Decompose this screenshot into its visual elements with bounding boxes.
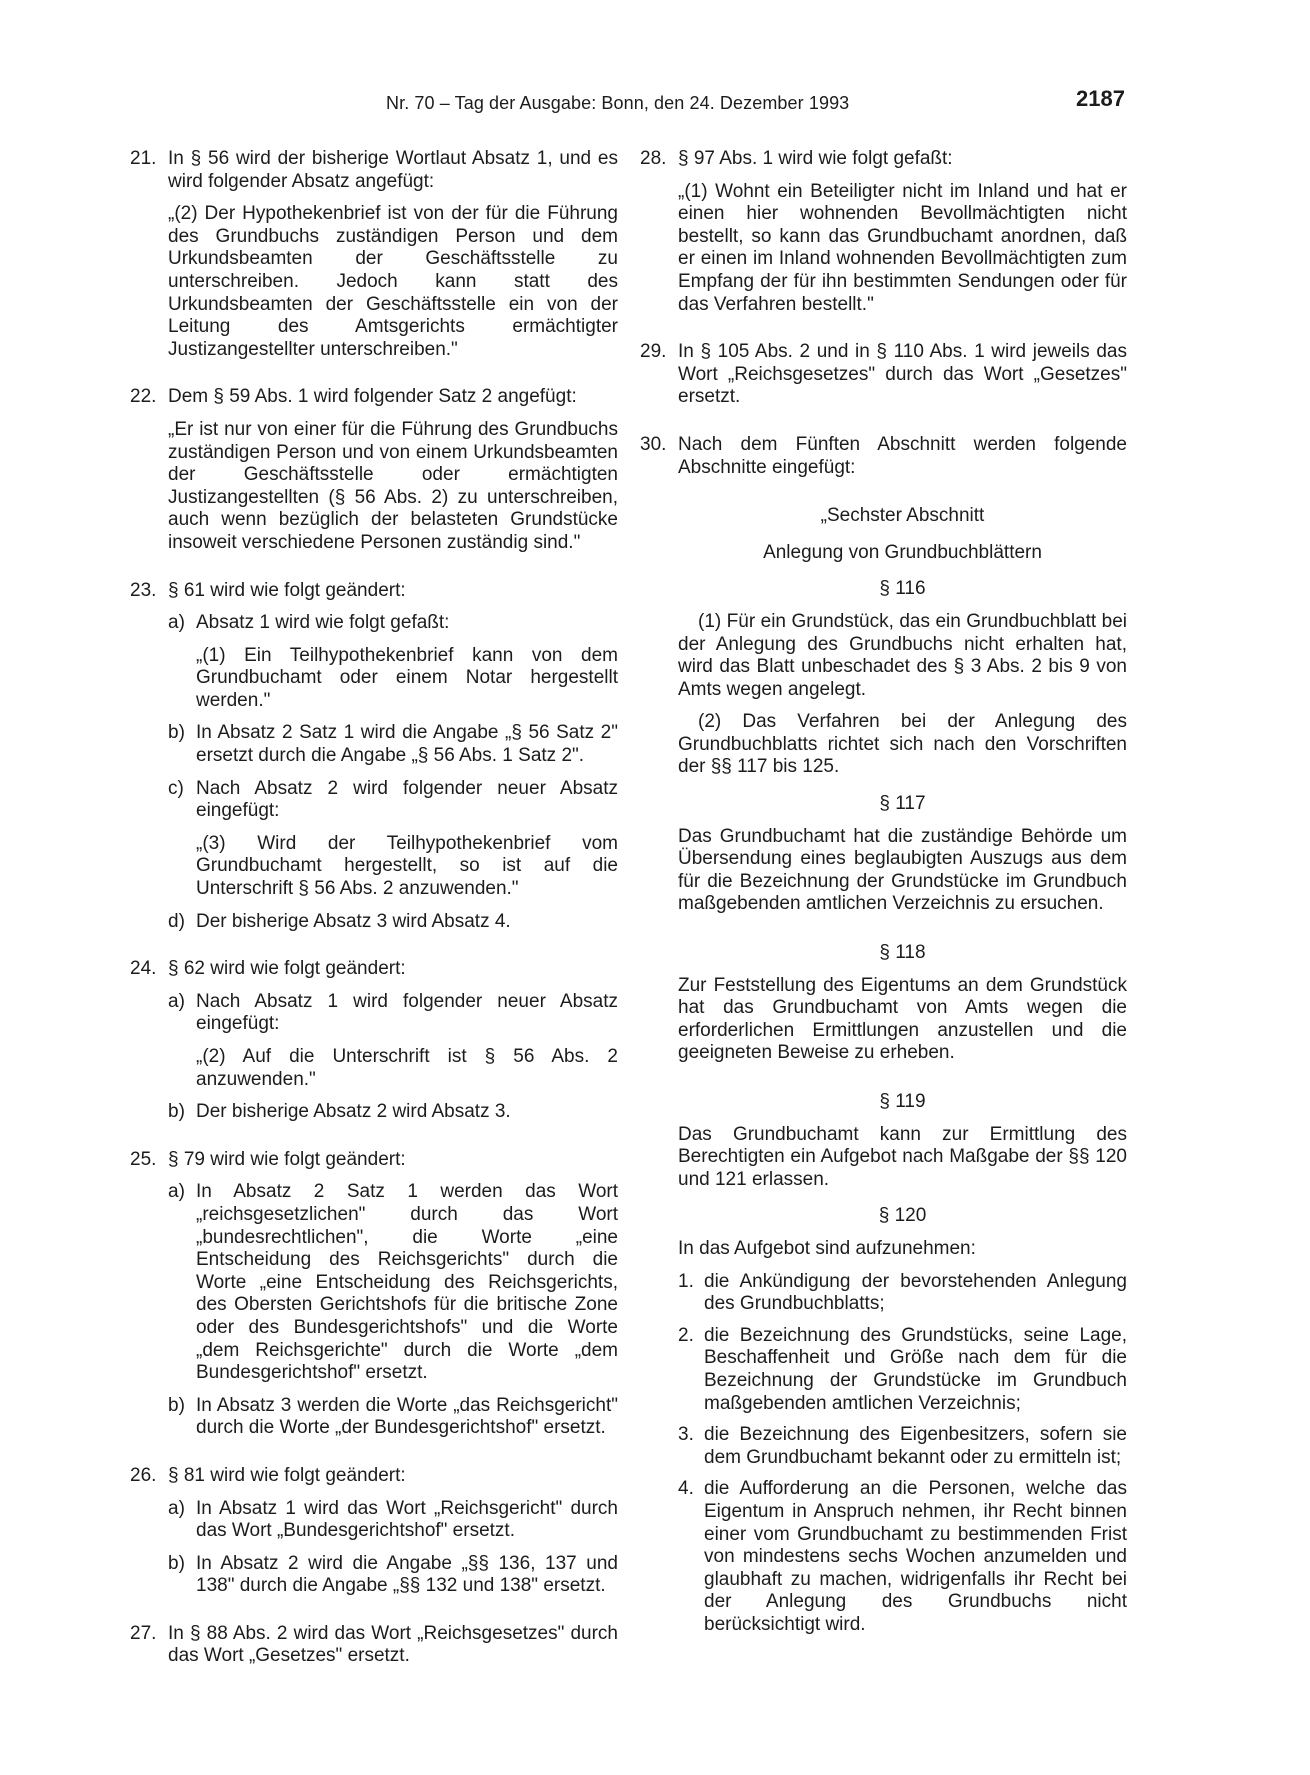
amendment-item-29	[640, 341, 1127, 409]
item-number: 24.	[130, 958, 157, 980]
sub-item-label: a)	[168, 1181, 185, 1203]
sub-item-label: a)	[168, 612, 185, 634]
paragraph-text: (1) Für ein Grundstück, das ein Grundbuchblatt bei der Anlegung des Grundbuchs nicht erhalten hat, wird das Blatt unbeschadet des § 3 Abs. 2 bis 9 von Amts wegen angelegt.	[678, 610, 1127, 700]
paragraph-text: Zur Feststellung des Eigentums an dem Grundstück hat das Grundbuchamt von Amts wegen die erforderlichen Ermittlungen anzustellen und die geeigneten Beweise zu erheben.	[678, 974, 1127, 1064]
amendment-item-28	[640, 148, 1127, 316]
sub-item-a	[168, 1498, 618, 1543]
list-item-number: 1.	[678, 1270, 694, 1292]
item-text: § 61 wird wie folgt geändert:	[168, 579, 406, 601]
list-item-text: die Aufforderung an die Personen, welche das Eigentum in Anspruch nehmen, ihr Recht binnen einer vom Grundbuchamt zu bestimmenden Frist von mindestens sechs Wochen anzumelden und glaubhaft zu machen, widrigenfalls ihr Recht bei der Anlegung des Grundbuchs nicht berücksichtigt wird.	[704, 1478, 1127, 1635]
paragraph-text: Das Grundbuchamt kann zur Ermittlung des Berechtigten ein Aufgebot nach Maßgabe der §§ 120 und 121 erlassen.	[678, 1123, 1127, 1190]
sub-item-text: In Absatz 2 Satz 1 wird die Angabe „§ 56 Satz 2" ersetzt durch die Angabe „§ 56 Abs. 1 Satz 2".	[196, 722, 618, 767]
list-item	[678, 1325, 1127, 1415]
item-number: 26.	[130, 1464, 157, 1486]
left-column	[130, 148, 618, 1693]
issue-line: Nr. 70 – Tag der Ausgabe: Bonn, den 24. Dezember 1993	[386, 93, 850, 113]
section-title: „Sechster Abschnitt	[820, 505, 985, 527]
sub-item-b	[168, 1553, 618, 1598]
sub-item-a	[168, 991, 618, 1091]
sub-item-label: b)	[168, 1394, 185, 1416]
list-item-text: die Bezeichnung des Eigenbesitzers, sofern sie dem Grundbuchamt bekannt oder zu ermitteln ist;	[704, 1424, 1127, 1468]
sub-item-label: b)	[168, 722, 185, 744]
right-column	[640, 148, 1127, 1661]
paragraph-heading-116: § 116	[879, 578, 926, 600]
sub-item-label: b)	[168, 1552, 185, 1574]
item-text: In § 88 Abs. 2 wird das Wort „Reichsgesetzes" durch das Wort „Gesetzes" ersetzt.	[168, 1622, 618, 1667]
item-number: 28.	[640, 148, 667, 169]
amendment-item-24	[130, 958, 618, 1124]
amendment-item-30	[640, 434, 1127, 1637]
paragraph-heading-117: § 117	[879, 793, 926, 815]
quoted-text: „(1) Ein Teilhypothekenbrief kann von dem Grundbuchamt oder einem Notar hergestellt werden."	[196, 644, 618, 711]
sub-item-text: In Absatz 3 werden die Worte „das Reichsgericht" durch die Worte „der Bundesgerichtshof" ersetzt.	[196, 1394, 618, 1439]
paragraph-text: Das Grundbuchamt hat die zuständige Behörde um Übersendung eines beglaubigten Auszugs aus dem für die Bezeichnung der Grundstücke im Grundbuch maßgebenden amtlichen Verzeichnis zu ersuchen.	[678, 825, 1127, 915]
list-item-text: die Ankündigung der bevorstehenden Anlegung des Grundbuchblatts;	[704, 1270, 1127, 1315]
sub-item-b	[168, 1101, 618, 1124]
list-item-text: die Bezeichnung des Grundstücks, seine Lage, Beschaffenheit und Größe nach dem für die Bezeichnung der Grundstücke im Grundbuch maßgebenden amtlichen Verzeichnis;	[704, 1324, 1127, 1414]
sub-item-text: In Absatz 2 wird die Angabe „§§ 136, 137 und 138" durch die Angabe „§§ 132 und 138" ersetzt.	[196, 1552, 618, 1597]
section-subtitle: Anlegung von Grundbuchblättern	[763, 541, 1042, 563]
amendment-item-26	[130, 1465, 618, 1598]
sub-item-b	[168, 1395, 618, 1440]
item-number: 23.	[130, 579, 157, 601]
amendment-item-27	[130, 1623, 618, 1668]
sub-item-text: Der bisherige Absatz 3 wird Absatz 4.	[196, 910, 511, 932]
amendment-item-22	[130, 386, 618, 554]
item-text: § 62 wird wie folgt geändert:	[168, 958, 406, 980]
sub-item-text: In Absatz 1 wird das Wort „Reichsgericht" durch das Wort „Bundesgerichtshof" ersetzt.	[196, 1497, 618, 1542]
item-number: 25.	[130, 1148, 157, 1170]
quoted-text: „Er ist nur von einer für die Führung des Grundbuchs zuständigen Person und von einem Urkundsbeamten der Geschäftsstelle oder ermächtigten Justizangestellten (§ 56 Abs. 2) zu unterschreiben, auch wenn bezüglich der belasteten Grundstücke insoweit verschiedene Personen zuständig sind."	[168, 418, 618, 553]
sub-item-d	[168, 911, 618, 934]
sub-item-text: Nach Absatz 1 wird folgender neuer Absatz eingefügt:	[196, 990, 618, 1035]
item-text: In § 56 wird der bisherige Wortlaut Absatz 1, und es wird folgender Absatz angefügt:	[168, 148, 618, 192]
sub-item-a	[168, 1181, 618, 1384]
item-text: § 97 Abs. 1 wird wie folgt gefaßt:	[678, 148, 953, 169]
requirements-list	[678, 1271, 1127, 1637]
sub-item-label: a)	[168, 1497, 185, 1519]
amendment-item-25	[130, 1149, 618, 1440]
quoted-text: „(1) Wohnt ein Beteiligter nicht im Inland und hat er einen hier wohnenden Bevollmächtigten nicht bestellt, so kann das Grundbuchamt anordnen, daß er einen im Inland wohnenden Bevollmächtigten zum Empfang der für ihn bestimmten Sendungen oder für das Verfahren bestellt."	[678, 180, 1127, 315]
list-item	[678, 1478, 1127, 1636]
paragraph-heading-119: § 119	[879, 1091, 926, 1112]
item-number: 22.	[130, 386, 157, 408]
sub-item-text: Nach Absatz 2 wird folgender neuer Absatz eingefügt:	[196, 777, 618, 822]
paragraph-text: In das Aufgebot sind aufzunehmen:	[678, 1237, 976, 1259]
sub-item-c	[168, 778, 618, 901]
quoted-text: „(2) Auf die Unterschrift ist § 56 Abs. 2 anzuwenden."	[196, 1046, 618, 1090]
amendment-item-21	[130, 148, 618, 361]
item-text: § 81 wird wie folgt geändert:	[168, 1464, 406, 1486]
item-text: § 79 wird wie folgt geändert:	[168, 1148, 406, 1170]
page-number: 2187	[1076, 86, 1125, 111]
paragraph-heading-118: § 118	[879, 942, 926, 964]
item-number: 27.	[130, 1622, 157, 1644]
sub-item-text: Der bisherige Absatz 2 wird Absatz 3.	[196, 1101, 511, 1123]
item-text: Dem § 59 Abs. 1 wird folgender Satz 2 angefügt:	[168, 386, 577, 408]
sub-item-label: b)	[168, 1101, 185, 1123]
paragraph-text: (2) Das Verfahren bei der Anlegung des Grundbuchblatts richtet sich nach den Vorschriften der §§ 117 bis 125.	[678, 711, 1127, 778]
page-header	[0, 88, 1310, 118]
item-number: 29.	[640, 341, 667, 363]
item-number: 21.	[130, 148, 157, 169]
list-item-number: 2.	[678, 1324, 694, 1346]
sub-item-b	[168, 722, 618, 767]
sub-item-label: a)	[168, 990, 185, 1012]
sub-item-label: c)	[168, 777, 184, 799]
item-text: In § 105 Abs. 2 und in § 110 Abs. 1 wird jeweils das Wort „Reichsgesetzes" durch das Wort „Gesetzes" ersetzt.	[678, 341, 1127, 408]
list-item	[678, 1424, 1127, 1469]
sub-item-text: In Absatz 2 Satz 1 werden das Wort „reichsgesetzlichen" durch das Wort „bundesrechtlichen", die Worte „eine Entscheidung des Reichsgerichts" durch die Worte „eine Entscheidung des Reichsgerichts, des Obersten Gerichtshofs für die britische Zone oder des Bundesgerichtshofs" und die Worte „dem Reichsgerichte" durch die Worte „dem Bundesgerichtshof" ersetzt.	[196, 1181, 618, 1384]
quoted-text: „(2) Der Hypothekenbrief ist von der für die Führung des Grundbuchs zuständigen Person und dem Urkundsbeamten der Geschäftsstelle zu unterschreiben. Jedoch kann statt des Urkundsbeamten der Geschäftsstelle ein von der Leitung des Amtsgerichts ermächtigter Justizangestellter unterschreiben."	[168, 203, 618, 360]
sub-item-label: d)	[168, 910, 185, 932]
item-number: 30.	[640, 433, 667, 455]
sub-item-a	[168, 612, 618, 712]
list-item-number: 3.	[678, 1424, 694, 1446]
sub-item-text: Absatz 1 wird wie folgt gefaßt:	[196, 612, 450, 634]
list-item-number: 4.	[678, 1478, 694, 1500]
item-text: Nach dem Fünften Abschnitt werden folgende Abschnitte eingefügt:	[678, 433, 1127, 478]
paragraph-heading-120: § 120	[878, 1205, 927, 1227]
list-item	[678, 1271, 1127, 1316]
amendment-item-23	[130, 580, 618, 934]
quoted-text: „(3) Wird der Teilhypothekenbrief vom Grundbuchamt hergestellt, so ist auf die Unterschrift § 56 Abs. 2 anzuwenden."	[196, 832, 618, 900]
